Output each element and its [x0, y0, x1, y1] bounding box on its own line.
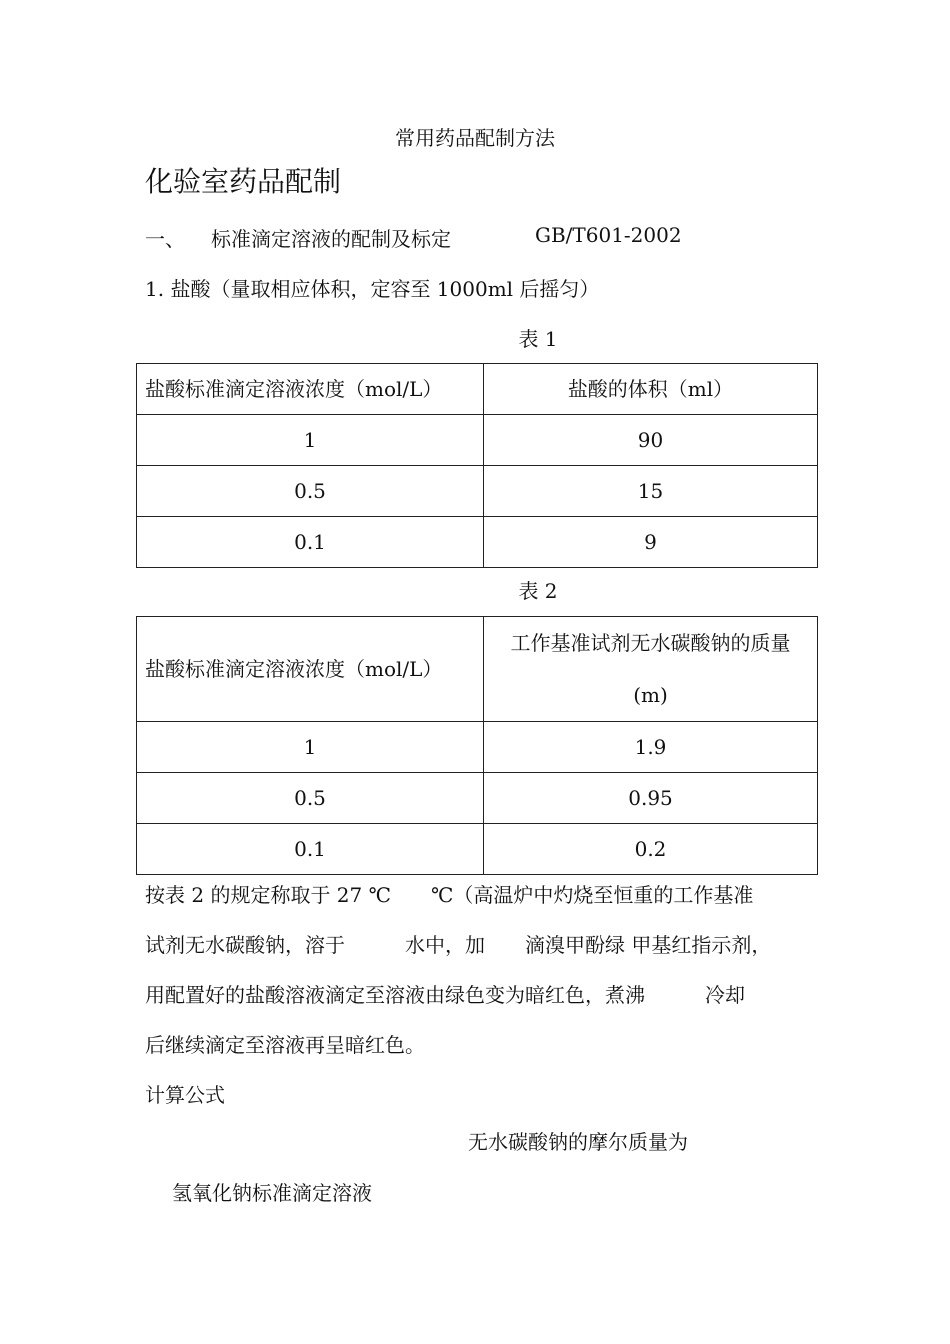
table-cell: 0.1: [137, 824, 484, 875]
table-header-cell: 盐酸的体积（ml）: [484, 364, 818, 415]
table-cell: 1: [137, 722, 484, 773]
table-row: [137, 824, 818, 875]
chapter-standard: GB/T601-2002: [535, 223, 682, 247]
procedure-paragraph: [145, 870, 809, 1070]
table-header-line: 工作基准试剂无水碳酸钠的质量: [510, 631, 791, 655]
table2-caption: 表 2: [518, 579, 558, 603]
table-header-line: (m): [633, 683, 668, 707]
table-row: [137, 722, 818, 773]
section-heading: 化验室药品配制: [145, 165, 342, 198]
table-header-cell: [484, 617, 818, 722]
table-header-row: [137, 364, 818, 415]
table-cell: 90: [484, 415, 818, 466]
table-cell: 0.1: [137, 517, 484, 568]
table-cell: 1.9: [484, 722, 818, 773]
paragraph-line: 后继续滴定至溶液再呈暗红色。: [145, 1033, 425, 1057]
table-header-cell: 盐酸标准滴定溶液浓度（mol/L）: [137, 617, 484, 722]
table-cell: 0.5: [137, 773, 484, 824]
paragraph-line: 试剂无水碳酸钠，溶于 水中，加 滴溴甲酚绿 甲基红指示剂，: [145, 933, 772, 957]
paragraph-line: 按表 2 的规定称取于 27 ℃ ℃（高温炉中灼烧至恒重的工作基准: [145, 883, 754, 907]
table-header-row: [137, 617, 818, 722]
paragraph-line: 用配置好的盐酸溶液滴定至溶液由绿色变为暗红色，煮沸 冷却: [145, 983, 745, 1007]
chapter-number: 一、: [145, 227, 185, 251]
naoh-heading: 氢氧化钠标准滴定溶液: [172, 1181, 372, 1205]
table-cell: 0.95: [484, 773, 818, 824]
chapter-heading: [145, 223, 682, 252]
table-row: [137, 466, 818, 517]
table-header-cell: 盐酸标准滴定溶液浓度（mol/L）: [137, 364, 484, 415]
document-title: 常用药品配制方法: [395, 126, 555, 150]
table-row: [137, 773, 818, 824]
table1: [136, 363, 818, 568]
item-hydrochloric-acid: 1. 盐酸（量取相应体积，定容至 1000ml 后摇匀）: [145, 277, 600, 301]
table-cell: 9: [484, 517, 818, 568]
molar-mass-text: 无水碳酸钠的摩尔质量为: [468, 1130, 688, 1154]
table-row: [137, 517, 818, 568]
table-cell: 0.2: [484, 824, 818, 875]
table-cell: 15: [484, 466, 818, 517]
table-row: [137, 415, 818, 466]
table1-caption: 表 1: [518, 327, 558, 351]
chapter-title: 标准滴定溶液的配制及标定: [211, 227, 451, 251]
table-cell: 0.5: [137, 466, 484, 517]
formula-label: 计算公式: [145, 1083, 225, 1107]
table2: [136, 616, 818, 875]
table-cell: 1: [137, 415, 484, 466]
